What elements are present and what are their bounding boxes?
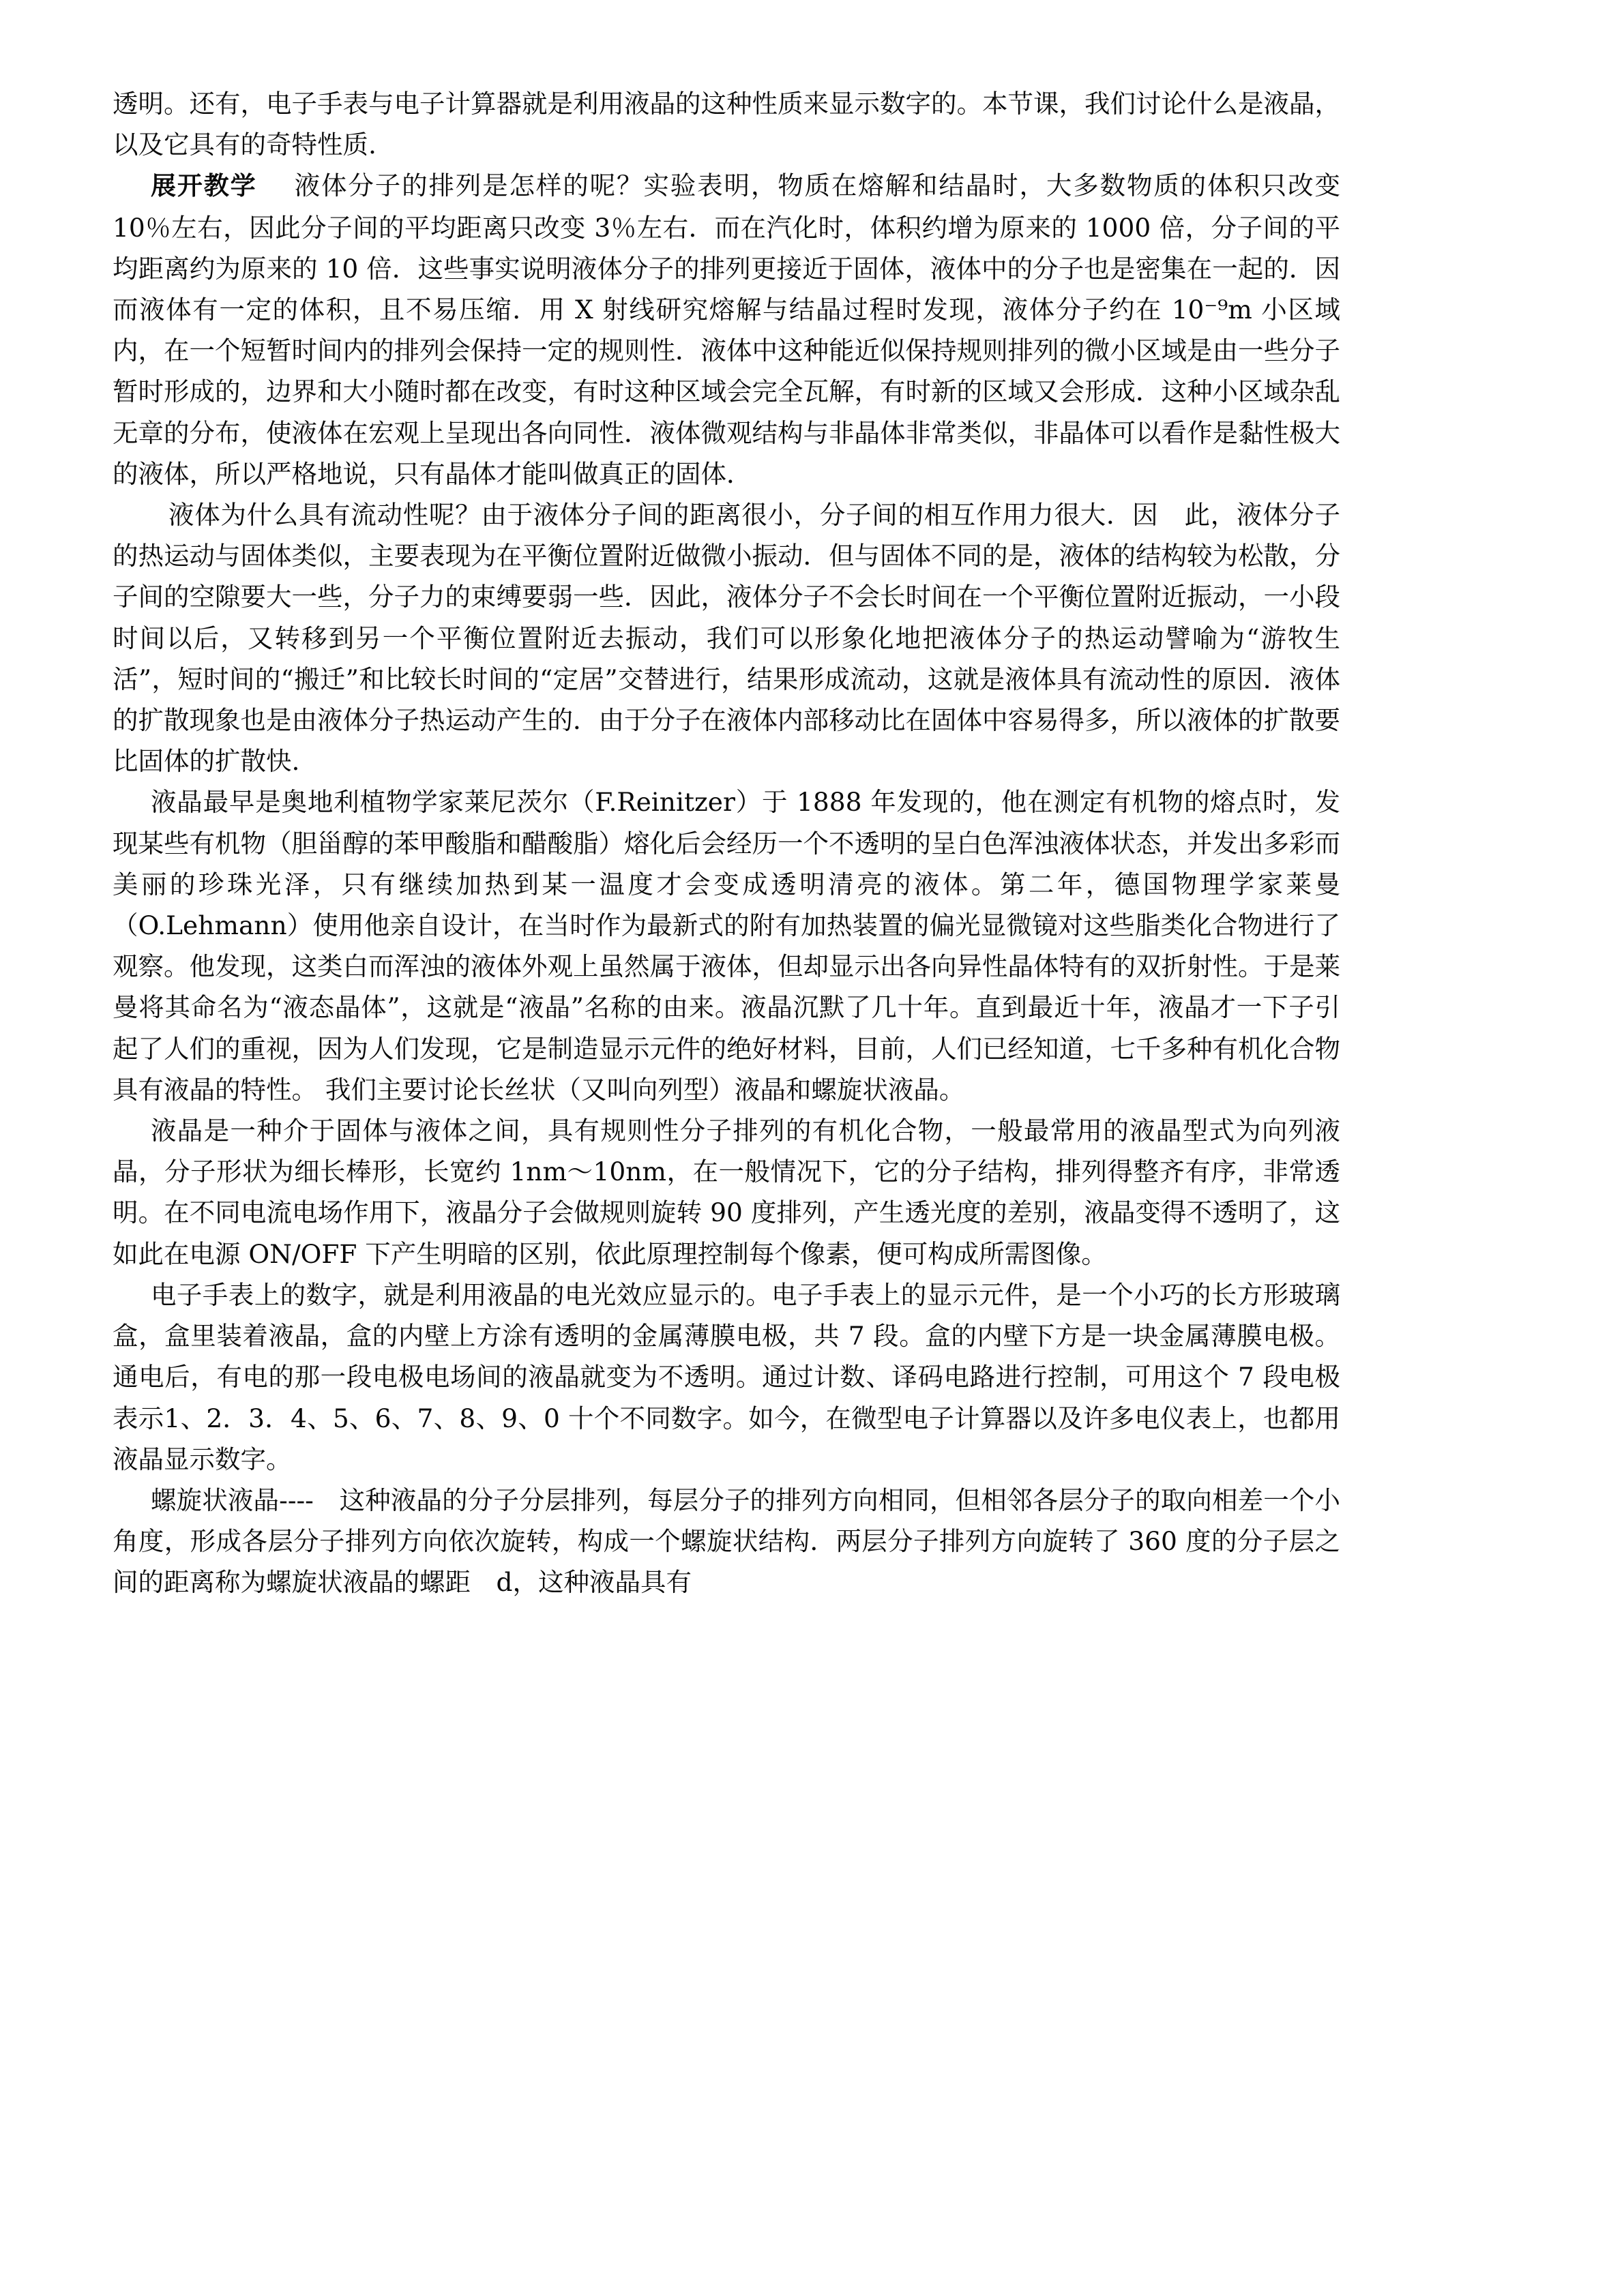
paragraph-nematic-definition: 液晶是一种介于固体与液体之间，具有规则性分子排列的有机化合物，一般最常用的液晶型式为向列液晶，分子形状为细长棒形，长宽约 1nm～10nm，在一般情况下，它的分子结构，排列得整齐有序，非常透明。在不同电流电场作用下，液晶分子会做规则旋转 90 度排列，产生透光度的差别，液晶变得不透明了，这如此在电源 ON/OFF 下产生明暗的区别，依此原理控制每个像素，便可构成所需图像。 — [113, 1116, 1340, 1269]
document-text-body — [113, 83, 1348, 1603]
paragraph-liquid-crystal-history: 液晶最早是奥地利植物学家莱尼茨尔（F.Reinitzer）于 1888 年发现的，他在测定有机物的熔点时，发现某些有机物（胆甾醇的苯甲酸脂和醋酸脂）熔化后会经历一个不透明的呈白色浑浊液体状态，并发出多彩而美丽的珍珠光泽，只有继续加热到某一温度才会变成透明清亮的液体。第二年，德国物理学家莱曼（O.Lehmann）使用他亲自设计，在当时作为最新式的附有加热装置的偏光显微镜对这些脂类化合物进行了观察。他发现，这类白而浑浊的液体外观上虽然属于液体，但却显示出各向异性晶体特有的双折射性。于是莱曼将其命名为“液态晶体”，这就是“液晶”名称的由来。液晶沉默了几十年。直到最近十年，液晶才一下子引起了人们的重视，因为人们发现，它是制造显示元件的绝好材料，目前，人们已经知道，七千多种有机化合物具有液晶的特性。 我们主要讨论长丝状（又叫向列型）液晶和螺旋状液晶。 — [113, 787, 1340, 1105]
paragraph-liquid-fluidity: 液体为什么具有流动性呢？由于液体分子间的距离很小，分子间的相互作用力很大．因 此，液体分子的热运动与固体类似，主要表现为在平衡位置附近做微小振动．但与固体不同的是，液体的结构较为松散，分子间的空隙要大一些，分子力的束缚要弱一些．因此，液体分子不会长时间在一个平衡位置附近振动，一小段时间以后，又转移到另一个平衡位置附近去振动，我们可以形象化地把液体分子的热运动譬喻为“游牧生活”，短时间的“搬迁”和比较长时间的“定居”交替进行，结果形成流动，这就是液体具有流动性的原因．液体的扩散现象也是由液体分子热运动产生的．由于分子在液体内部移动比在固体中容易得多，所以液体的扩散要比固体的扩散快. — [113, 500, 1340, 777]
paragraph-cholesteric-helical: 螺旋状液晶---- 这种液晶的分子分层排列，每层分子的排列方向相同，但相邻各层分子的取向相差一个小角度，形成各层分子排列方向依次旋转，构成一个螺旋状结构．两层分子排列方向旋转了 360 度的分子层之间的距离称为螺旋状液晶的螺距 d，这种液晶具有 — [113, 1485, 1340, 1598]
paragraph-watch-display: 电子手表上的数字，就是利用液晶的电光效应显示的。电子手表上的显示元件，是一个小巧的长方形玻璃盒，盒里装着液晶，盒的内壁上方涂有透明的金属薄膜电极，共 7 段。盒的内壁下方是一块金属薄膜电极。通电后，有电的那一段电极电场间的液晶就变为不透明。通过计数、译码电路进行控制，可用这个 7 段电极表示1、2．3．4、5、6、7、8、9、0 十个不同数字。如今，在微型电子计算器以及许多电仪表上，也都用液晶显示数字。 — [113, 1279, 1340, 1474]
paragraph-teaching-expansion-text: 液体分子的排列是怎样的呢？实验表明，物质在熔解和结晶时，大多数物质的体积只改变 10％左右，因此分子间的平均距离只改变 3％左右．而在汽化时，体积约增为原来的 1000 倍，分子间的平均距离约为原来的 10 倍．这些事实说明液体分子的排列更接近于固体，液体中的分子也是密集在一起的．因而液体有一定的体积，且不易压缩．用 X 射线研究熔解与结晶过程时发现，液体分子约在 10⁻⁹m 小区域内，在一个短暂时间内的排列会保持一定的规则性．液体中这种能近似保持规则排列的微小区域是由一些分子暂时形成的，边界和大小随时都在改变，有时这种区域会完全瓦解，有时新的区域又会形成．这种小区域杂乱无章的分布，使液体在宏观上呈现出各向同性．液体微观结构与非晶体非常类似，非晶体可以看作是黏性极大的液体，所以严格地说，只有晶体才能叫做真正的固体． — [113, 170, 1348, 489]
paragraph-transparent-intro: 透明。还有，电子手表与电子计算器就是利用液晶的这种性质来显示数字的。本节课，我们讨论什么是液晶，以及它具有的奇特性质. — [113, 89, 1340, 160]
paragraph-teaching-expansion — [113, 165, 1348, 494]
section-lead-label: 展开教学 — [151, 171, 257, 201]
